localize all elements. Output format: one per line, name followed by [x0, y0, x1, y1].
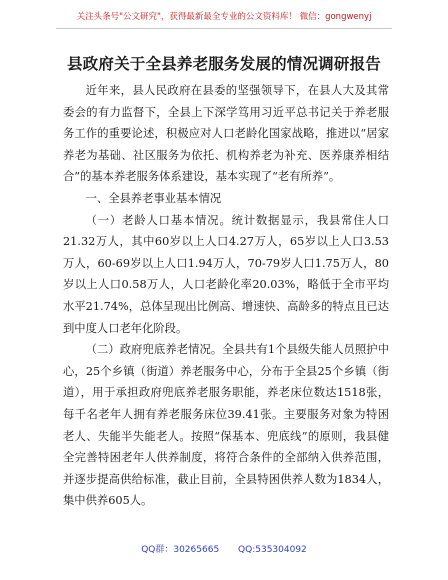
paragraph-government-care: （二）政府兜底养老情况。全县共有1个县级失能人员照护中心，25个乡镇（街道）养老服务中心，分布于全县25个乡镇（街道），用于承担政府兜底养老服务职能，养老床位数达1518张，每千名老年人拥有养老服务床位39.41张。主要服务对象为特困老人、失能半失能老人。按照“保基本、兜底线”的原则，我县健全完善特困老年人供养制度，将符合条件的全部纳入供养范围，并逐步提高供给标准，截止目前，全县特困供养人数为1834人，集中供养605人。	[63, 343, 389, 508]
footer-qq: QQ:535304092	[238, 545, 307, 555]
paragraph-elderly-population: （一）老龄人口基本情况。统计数据显示，我县常住人口21.32万人，其中60岁以上人口4.27万人，65岁以上人口3.53万人，60-69岁以上人口1.94万人，70-79岁人口1.75万人，80岁以上人口0.58万人，人口老龄化率20.03%，略低于全市平均水平21.74%，总体呈现出比例高、增速快、高龄多的特点且已达到中度人口老年化阶段。	[63, 213, 389, 335]
footer-qq-group: QQ群：30265665	[141, 545, 220, 555]
document-body	[63, 80, 389, 512]
footer	[0, 542, 448, 555]
document-title: 县政府关于全县养老服务发展的情况调研报告	[66, 55, 381, 73]
header-divider	[56, 28, 392, 29]
section-heading: 一、全县养老事业基本情况	[85, 191, 222, 205]
intro-paragraph: 近年来，县人民政府在县委的坚强领导下，在县人大及其常委会的有力监督下，全县上下深学笃用习近平总书记关于养老服务工作的重要论述，积极应对人口老龄化国家战略，推进以“居家养老为基础、社区服务为依托、机构养老为补充、医养康养相结合”的基本养老服务体系建设，基本实现了“老有所养”。	[63, 84, 389, 184]
top-banner: 关注头条号"公文研究"，获得最新最全专业的公文资料库！ 微信：gongwenyj	[76, 12, 372, 22]
